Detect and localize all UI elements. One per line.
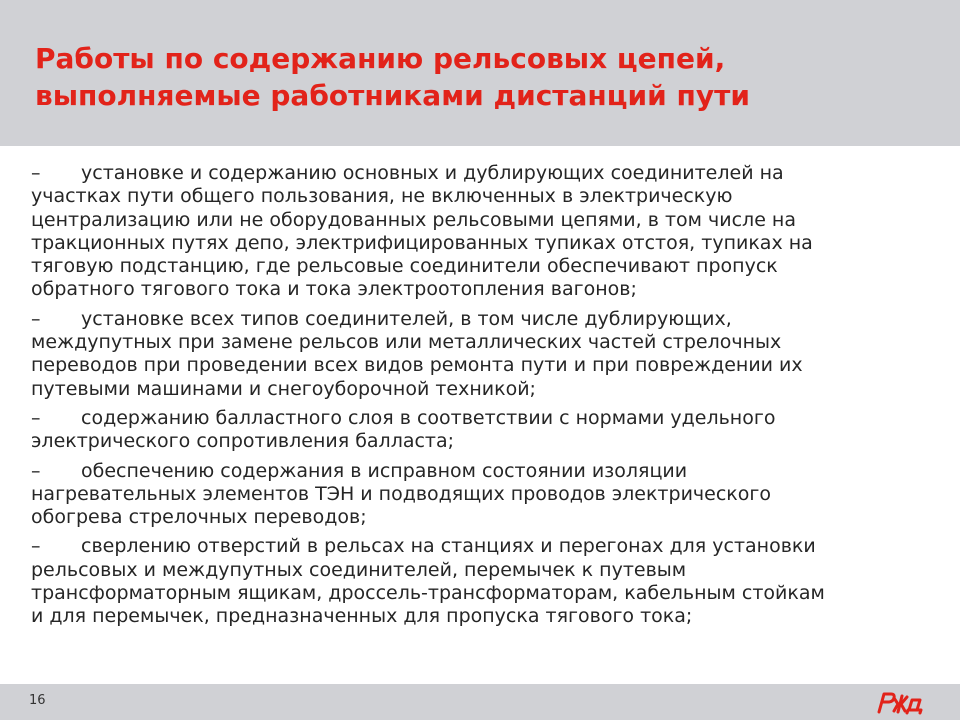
item-first-line: сверлению отверстий в рельсах на станциях и перегонах для установки [81,535,816,558]
bullet-dash: – [31,406,41,429]
list-item [31,535,911,628]
item-line: и для перемычек, предназначенных для пропуска тягового тока; [31,605,693,628]
item-line: участках пути общего пользования, не включенных в электрическую [31,185,733,208]
item-first-line: обеспечению содержания в исправном состоянии изоляции [81,459,688,482]
item-first-line: содержанию балластного слоя в соответствии с нормами удельного [81,406,776,429]
list-item [31,460,911,530]
list-item [31,308,911,401]
item-line: тракционных путях депо, электрифицированных тупиках отстоя, тупиках на [31,231,813,254]
item-line: междупутных при замене рельсов или металлических частей стрелочных [31,331,782,354]
item-line: тяговую подстанцию, где рельсовые соединители обеспечивают пропуск [31,255,778,278]
footer-band [0,684,960,720]
item-line: обратного тягового тока и тока электроотопления вагонов; [31,278,637,301]
bullet-dash: – [31,459,41,482]
item-line: трансформаторным ящикам, дроссель-трансформаторам, кабельным стойкам [31,582,825,605]
bullet-dash: – [31,307,41,330]
item-first-line: установке всех типов соединителей, в том числе дублирующих, [81,307,732,330]
item-line: обогрева стрелочных переводов; [31,506,367,529]
bullet-dash: – [31,162,41,184]
item-line: централизацию или не оборудованных рельсовыми цепями, в том числе на [31,208,796,231]
list-item [31,162,911,302]
slide-title [35,40,935,114]
page-number: 16 [29,693,46,708]
title-line: Работы по содержанию рельсовых цепей, [35,42,726,75]
list-item [31,407,911,454]
item-line: путевыми машинами и снегоуборочной техникой; [31,377,536,400]
rzd-logo [876,689,926,715]
bullet-dash: – [31,535,41,558]
body-text [31,162,911,635]
item-line: переводов при проведении всех видов ремонта пути и при повреждении их [31,354,803,377]
item-first-line: установке и содержанию основных и дублирующих соединителей на [81,162,784,184]
title-line: выполняемые работниками дистанций пути [35,79,750,112]
item-line: рельсовых и междупутных соединителей, перемычек к путевым [31,558,687,581]
item-line: электрического сопротивления балласта; [31,430,455,453]
item-line: нагревательных элементов ТЭН и подводящих проводов электрического [31,482,771,505]
